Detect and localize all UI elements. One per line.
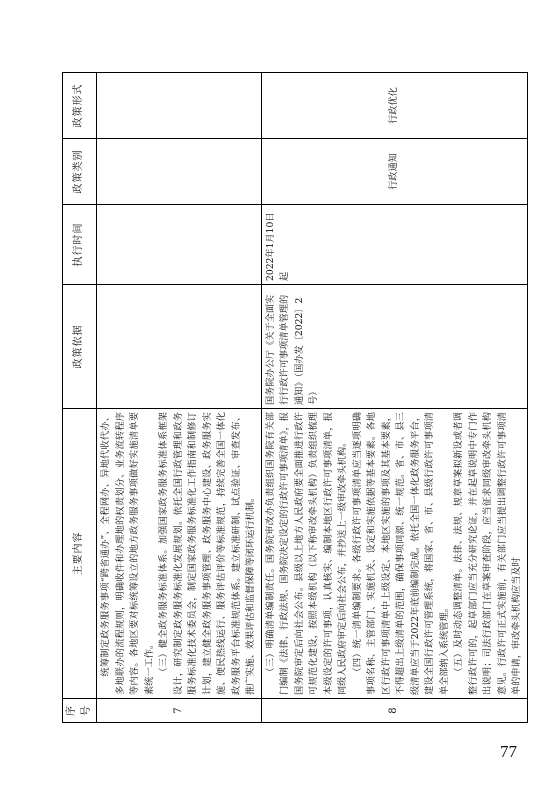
header-basis: 政策依据 (63, 285, 97, 409)
table-row (261, 73, 527, 723)
content-paragraph: （五）及时动态调整清单。法律、法规、规章草案拟新设或者调整行政许可的，起草部门应当充分研究论证，并在起草说明中专门作出说明；司法行政部门在草案审查阶段，应当征求同级审改牵头机构意见。行政许可正式实施前，有关部门应当提出调整行政许可事项清单的申请，审改牵头机构应当及时 (453, 412, 522, 695)
row-seq: 8 (261, 699, 527, 723)
row-time: 2022年1月10日起 (261, 205, 527, 285)
row-seq: 7 (97, 699, 262, 723)
content-paragraph: （四）统一清单编制要求。各级行政许可事项清单应当逐项明确事项名称、主管部门、实施机关、设定和实施依据等基本要素。各地区行政许可事项清单中上级设定、本地区实施的事项及其基本要素，不得超出上级清单的范围，确保事项同源、统一规范。省、市、县三级清单应当于2022年底前编制完成。依托全国一体化政务服务平台，建设全国行政许可管理系统，将国家、省、市、县级行政许可事项清单全部纳入系统管理。 (351, 412, 450, 695)
header-time: 执行时间 (63, 205, 97, 285)
page-number: 77 (500, 742, 517, 761)
row-time (97, 205, 262, 285)
header-row (63, 73, 97, 723)
policy-table (62, 72, 528, 723)
header-content: 主要内容 (63, 409, 97, 699)
table-row (97, 73, 262, 723)
content-paragraph: （三）健全政务服务标准体系。加强国家政务服务标准体系框架设计，研究制定政务服务标准化发展规划。依托全国行政管理和政务服务标准化技术委员会，制定国家政务服务标准化工作指南和制修订计划，建立健全政务服务事项管理、政务服务中心建设、政务服务实施、便民热线运行、服务评估评价等标准规范，持续完善全国一体化政务服务平台标准规范体系。建立标准研制、试点验证、审查发布、推广实施、效果评估和监督保障等闭环运行机制。 (158, 412, 256, 695)
row-content (97, 409, 262, 699)
row-form (97, 73, 262, 139)
row-form: 行政优化 (261, 73, 527, 139)
row-category: 行政通知 (261, 139, 527, 205)
header-category: 政策类别 (63, 139, 97, 205)
header-seq: 序号 (63, 699, 97, 723)
row-category (97, 139, 262, 205)
row-basis (97, 285, 262, 409)
content-paragraph: 统筹制定政务服务事项“跨省通办”、全程网办、异地代收代办、多地联办的流程规则，明确收件和办理地的权责划分、业务流转程序等内容。各地区要对标统筹设立的地方政务服务事项做好实施清单要素统一工作。 (100, 412, 155, 695)
header-form: 政策形式 (63, 73, 97, 139)
rotated-page (62, 73, 522, 723)
row-content (261, 409, 527, 699)
rotated-table-area (62, 73, 522, 723)
content-paragraph: （三）明确清单编制责任。国务院审改办负责组织国务院有关部门编制《法律、行政法规、国务院决定设定的行政许可事项清单》，报国务院审定后向社会公布。县级以上地方人民政府要全面推进行政许可规范化建设，按照本级机构（以下称审改牵头机构）负责组织梳理本级设定的许可事项，认真核实、编制本地区行政许可事项清单，报同级人民政府审定后向社会公布，并抄送上一级审改牵头机构。 (264, 412, 348, 695)
row-basis: 国务院办公厅《关于全面实行行政许可事项清单管理的通知》（国办发〔2022〕2号） (261, 285, 527, 409)
